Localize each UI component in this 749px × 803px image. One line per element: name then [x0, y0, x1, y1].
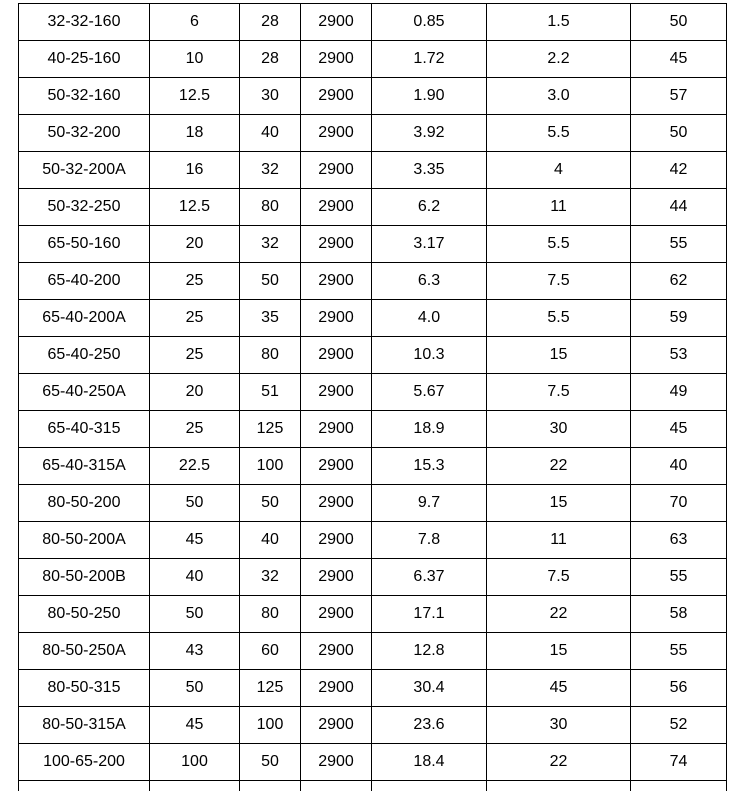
cell-speed: 2900: [301, 448, 372, 485]
cell-efficiency: 56: [631, 670, 727, 707]
cell-flow: 40: [150, 559, 240, 596]
cell-head: 60: [240, 633, 301, 670]
cell-efficiency: 55: [631, 559, 727, 596]
cell-shaft-power: 1.90: [372, 78, 487, 115]
cell-efficiency: 70: [631, 485, 727, 522]
cell-shaft-power: 0.85: [372, 4, 487, 41]
cell-head: 32: [240, 226, 301, 263]
table-row: [19, 485, 727, 522]
cell-speed: 2900: [301, 300, 372, 337]
pump-spec-table-body: [19, 4, 727, 792]
cell-flow: 45: [150, 707, 240, 744]
cell-head: 100: [240, 448, 301, 485]
cell-efficiency: 58: [631, 596, 727, 633]
table-row: [19, 744, 727, 781]
cell-flow: 22.5: [150, 448, 240, 485]
cell-flow: 16: [150, 152, 240, 189]
cell-motor-power: 22: [487, 448, 631, 485]
cell-efficiency: 62: [631, 263, 727, 300]
cell-motor-power: 7.5: [487, 263, 631, 300]
cell-speed: 2900: [301, 78, 372, 115]
cell-speed: 2900: [301, 633, 372, 670]
cell-efficiency: 55: [631, 633, 727, 670]
table-row: [19, 41, 727, 78]
table-row: [19, 559, 727, 596]
cell-model: 50-32-250: [19, 189, 150, 226]
table-row: [19, 226, 727, 263]
cell-shaft-power: 12.8: [372, 633, 487, 670]
cell-flow: 100: [150, 744, 240, 781]
cell-efficiency: 55: [631, 226, 727, 263]
cell-speed: 2900: [301, 707, 372, 744]
cell-model: 80-50-200: [19, 485, 150, 522]
table-row: [19, 522, 727, 559]
cell-shaft-power: 30.4: [372, 670, 487, 707]
cell-efficiency: 44: [631, 189, 727, 226]
cell-shaft-power: 1.72: [372, 41, 487, 78]
cell-head: 28: [240, 4, 301, 41]
table-row: [19, 300, 727, 337]
cell-shaft-power: 3.92: [372, 115, 487, 152]
cell-model: 80-50-250A: [19, 633, 150, 670]
cell-motor-power: 22: [487, 596, 631, 633]
cell-head: 50: [240, 744, 301, 781]
cell-model: 80-50-250: [19, 596, 150, 633]
cell-flow: 12.5: [150, 78, 240, 115]
cell-shaft-power: 3.35: [372, 152, 487, 189]
table-row: [19, 115, 727, 152]
cell-efficiency: 63: [631, 522, 727, 559]
cell-efficiency: 57: [631, 78, 727, 115]
cell-efficiency: 45: [631, 41, 727, 78]
cell-head: 30: [240, 78, 301, 115]
cell-head: 100: [240, 707, 301, 744]
cell-motor-power: 4: [487, 152, 631, 189]
cell-flow: 10: [150, 41, 240, 78]
cell-shaft-power: 6.37: [372, 559, 487, 596]
cell-motor-power: 11: [487, 189, 631, 226]
cell-efficiency: 74: [631, 744, 727, 781]
cell-speed: 2900: [301, 263, 372, 300]
cell-head: 51: [240, 374, 301, 411]
cell-model: 40-25-160: [19, 41, 150, 78]
cell-motor-power: 11: [487, 522, 631, 559]
cell-head: 125: [240, 670, 301, 707]
cell-flow: 45: [150, 522, 240, 559]
cell-speed: 2900: [301, 189, 372, 226]
cell-speed: 2900: [301, 744, 372, 781]
cell-efficiency: 50: [631, 115, 727, 152]
cell-motor-power: 1.5: [487, 4, 631, 41]
pump-spec-table: [18, 3, 727, 791]
cell-head: 40: [240, 115, 301, 152]
cell-head: 28: [240, 41, 301, 78]
cell-model: 65-40-200: [19, 263, 150, 300]
cell-model: 100-65-200: [19, 744, 150, 781]
cell-model: 65-40-315: [19, 411, 150, 448]
cell-model: 65-40-200A: [19, 300, 150, 337]
cell-motor-power: 3.0: [487, 78, 631, 115]
cell-model: 50-32-200A: [19, 152, 150, 189]
cell-model: 32-32-160: [19, 4, 150, 41]
cell-head: 50: [240, 263, 301, 300]
cell-head: 125: [240, 411, 301, 448]
cell-head: 80: [240, 596, 301, 633]
cell-empty: [631, 781, 727, 792]
cell-shaft-power: 23.6: [372, 707, 487, 744]
cell-model: 65-40-250A: [19, 374, 150, 411]
cell-shaft-power: 18.4: [372, 744, 487, 781]
cell-model: 50-32-200: [19, 115, 150, 152]
cell-flow: 18: [150, 115, 240, 152]
table-row: [19, 78, 727, 115]
cell-motor-power: 5.5: [487, 226, 631, 263]
cell-head: 50: [240, 485, 301, 522]
cell-motor-power: 2.2: [487, 41, 631, 78]
cell-motor-power: 15: [487, 337, 631, 374]
cell-flow: 50: [150, 485, 240, 522]
table-row: [19, 707, 727, 744]
cell-flow: 20: [150, 226, 240, 263]
cell-shaft-power: 7.8: [372, 522, 487, 559]
cell-motor-power: 5.5: [487, 300, 631, 337]
cell-model: 65-40-315A: [19, 448, 150, 485]
cell-motor-power: 5.5: [487, 115, 631, 152]
table-row: [19, 670, 727, 707]
cell-efficiency: 49: [631, 374, 727, 411]
cell-flow: 43: [150, 633, 240, 670]
table-row: [19, 411, 727, 448]
cell-head: 80: [240, 189, 301, 226]
cell-empty: [301, 781, 372, 792]
cell-model: 50-32-160: [19, 78, 150, 115]
cell-efficiency: 50: [631, 4, 727, 41]
cell-head: 35: [240, 300, 301, 337]
cell-flow: 25: [150, 337, 240, 374]
cell-shaft-power: 9.7: [372, 485, 487, 522]
table-row-partial: [19, 781, 727, 792]
cell-model: 80-50-200A: [19, 522, 150, 559]
cell-speed: 2900: [301, 337, 372, 374]
cell-flow: 12.5: [150, 189, 240, 226]
cell-flow: 25: [150, 300, 240, 337]
table-row: [19, 596, 727, 633]
cell-empty: [150, 781, 240, 792]
table-row: [19, 152, 727, 189]
cell-speed: 2900: [301, 411, 372, 448]
cell-flow: 20: [150, 374, 240, 411]
cell-speed: 2900: [301, 522, 372, 559]
cell-empty: [19, 781, 150, 792]
cell-speed: 2900: [301, 670, 372, 707]
cell-efficiency: 52: [631, 707, 727, 744]
cell-head: 40: [240, 522, 301, 559]
table-row: [19, 374, 727, 411]
cell-empty: [240, 781, 301, 792]
cell-model: 80-50-315A: [19, 707, 150, 744]
table-row: [19, 263, 727, 300]
cell-speed: 2900: [301, 226, 372, 263]
cell-speed: 2900: [301, 4, 372, 41]
table-row: [19, 633, 727, 670]
cell-flow: 50: [150, 596, 240, 633]
cell-speed: 2900: [301, 374, 372, 411]
cell-shaft-power: 10.3: [372, 337, 487, 374]
cell-efficiency: 42: [631, 152, 727, 189]
cell-flow: 6: [150, 4, 240, 41]
cell-efficiency: 45: [631, 411, 727, 448]
table-row: [19, 448, 727, 485]
cell-empty: [372, 781, 487, 792]
cell-model: 80-50-200B: [19, 559, 150, 596]
cell-motor-power: 45: [487, 670, 631, 707]
cell-model: 80-50-315: [19, 670, 150, 707]
cell-speed: 2900: [301, 596, 372, 633]
cell-speed: 2900: [301, 485, 372, 522]
cell-flow: 25: [150, 411, 240, 448]
cell-motor-power: 22: [487, 744, 631, 781]
cell-shaft-power: 5.67: [372, 374, 487, 411]
cell-head: 80: [240, 337, 301, 374]
cell-model: 65-50-160: [19, 226, 150, 263]
cell-shaft-power: 4.0: [372, 300, 487, 337]
table-row: [19, 189, 727, 226]
cell-speed: 2900: [301, 152, 372, 189]
cell-shaft-power: 15.3: [372, 448, 487, 485]
cell-speed: 2900: [301, 559, 372, 596]
cell-model: 65-40-250: [19, 337, 150, 374]
cell-shaft-power: 18.9: [372, 411, 487, 448]
cell-speed: 2900: [301, 41, 372, 78]
cell-head: 32: [240, 559, 301, 596]
cell-empty: [487, 781, 631, 792]
cell-efficiency: 59: [631, 300, 727, 337]
cell-head: 32: [240, 152, 301, 189]
cell-motor-power: 7.5: [487, 374, 631, 411]
cell-motor-power: 30: [487, 411, 631, 448]
table-row: [19, 4, 727, 41]
cell-flow: 50: [150, 670, 240, 707]
cell-motor-power: 15: [487, 485, 631, 522]
cell-motor-power: 7.5: [487, 559, 631, 596]
cell-speed: 2900: [301, 115, 372, 152]
cell-shaft-power: 3.17: [372, 226, 487, 263]
cell-shaft-power: 17.1: [372, 596, 487, 633]
table-row: [19, 337, 727, 374]
cell-shaft-power: 6.3: [372, 263, 487, 300]
cell-motor-power: 30: [487, 707, 631, 744]
cell-efficiency: 53: [631, 337, 727, 374]
cell-motor-power: 15: [487, 633, 631, 670]
cell-shaft-power: 6.2: [372, 189, 487, 226]
cell-flow: 25: [150, 263, 240, 300]
cell-efficiency: 40: [631, 448, 727, 485]
